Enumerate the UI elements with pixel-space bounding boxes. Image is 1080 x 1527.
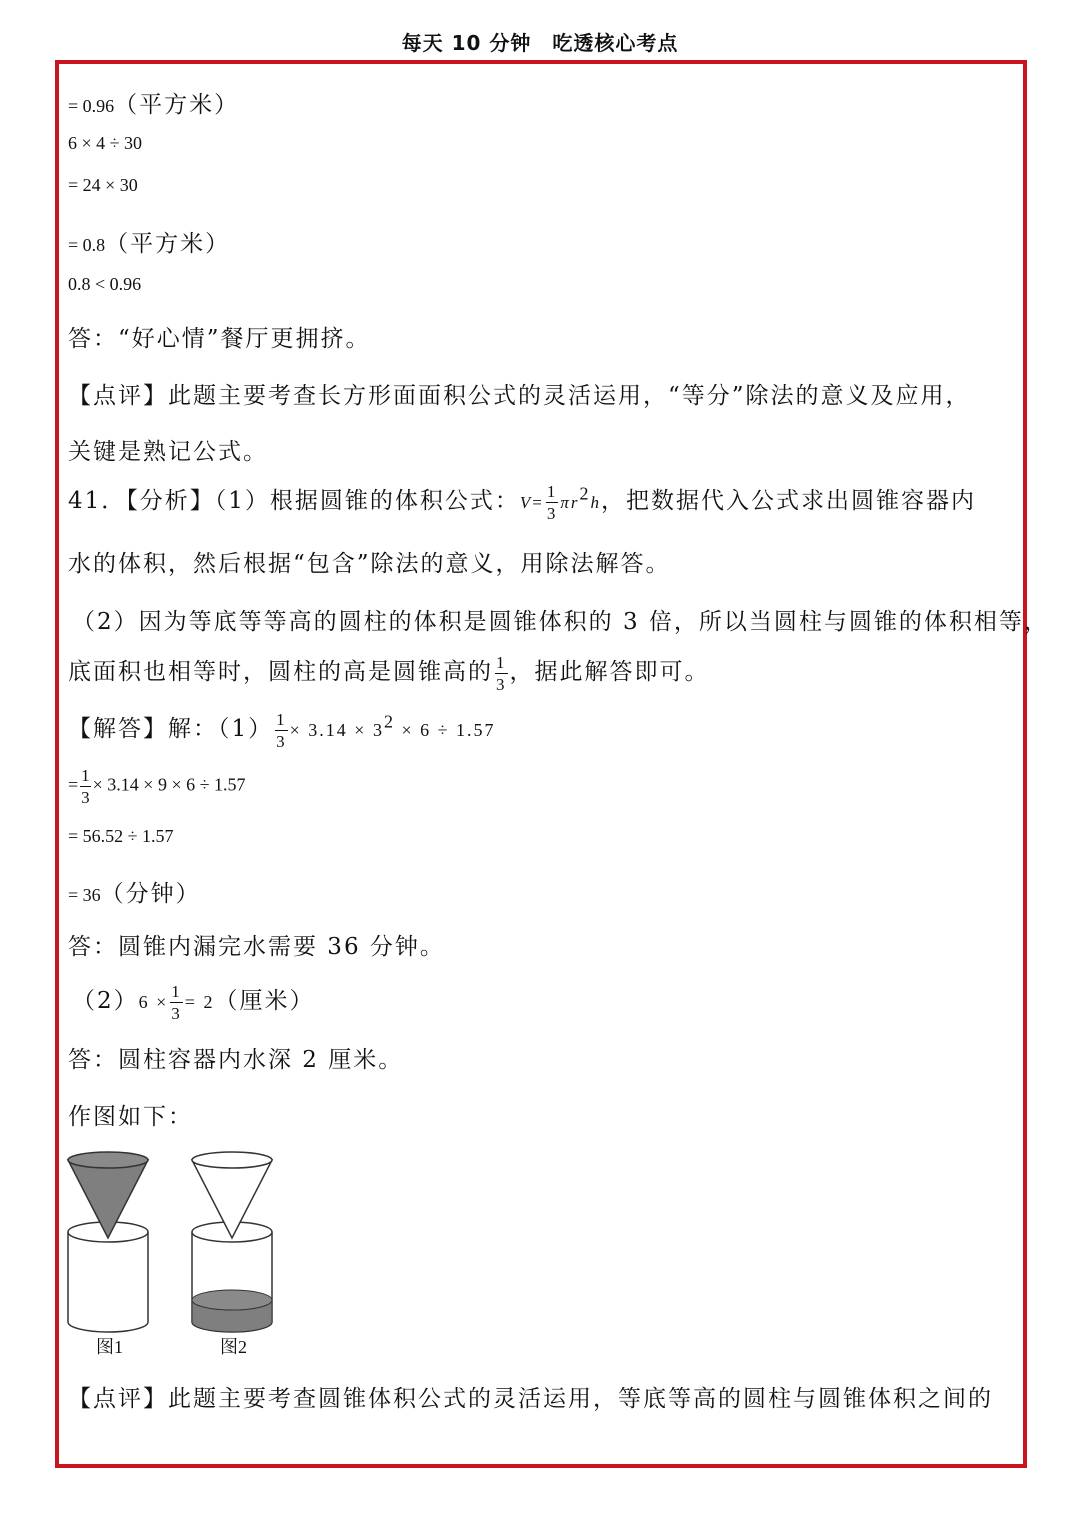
figure-1-label: 图1 [96,1337,123,1357]
math-expr: × 3.14 × 9 × 6 ÷ 1.57 [92,774,246,795]
cone-top [68,1152,148,1168]
analysis-text: 41．【分析】（1）根据圆锥的体积公式： [68,488,520,514]
answer-line-3: 答：圆柱容器内水深 2 厘米。 [68,1047,404,1073]
line-compare: 0.8 < 0.96 [68,274,142,294]
fraction-num: 1 [546,481,558,501]
part-label: （2） [72,988,139,1014]
unit-text: （分钟） [100,881,201,906]
analysis-text: 底面积也相等时，圆柱的高是圆锥高的 [68,659,493,685]
fraction-num: 1 [81,766,90,785]
fraction-den: 3 [496,674,507,694]
math-expr: = 0.8 [68,235,106,255]
solution-line-5 [72,982,314,1022]
formula-v: V [519,493,533,512]
figures-svg [62,1150,302,1350]
figure-1 [68,1152,148,1332]
math-expr: 6 × [138,992,169,1012]
solution-label: 【解答】解：（1） [68,716,274,742]
answer-line-1: 答：“好心情”餐厅更拥挤。 [68,326,371,352]
math-eq: = [68,774,79,795]
line-calc-3: = 24 × 30 [68,175,138,195]
analysis-line-2: 水的体积，然后根据“包含”除法的意义，用除法解答。 [68,551,671,577]
answer-line-2: 答：圆锥内漏完水需要 36 分钟。 [68,934,445,960]
solution-line-3: = 56.52 ÷ 1.57 [68,826,174,846]
formula-eq: = [532,493,544,512]
analysis-line-3: （2）因为等底等等高的圆柱的体积是圆锥体积的 3 倍，所以当圆柱与圆锥的体积相等， [72,609,1049,635]
fraction [275,711,288,750]
cone-cylinder-figures [62,1150,302,1357]
water-surface [192,1290,272,1310]
analysis-text: ，据此解答即可。 [509,659,710,685]
fraction-den: 3 [81,788,90,807]
fraction-num: 1 [276,709,287,729]
fraction-num: 1 [171,981,182,1001]
line-area-2 [68,225,230,258]
drawing-intro: 作图如下： [68,1104,193,1130]
math-expr: = 36 [68,885,101,905]
figure-2 [192,1152,272,1332]
review-line-1: 【点评】此题主要考查长方形面面积公式的灵活运用，“等分”除法的意义及应用， [68,383,971,409]
solution-line-2 [68,767,246,806]
solution-line-1 [68,710,495,750]
math-expr: = 2 [184,992,215,1012]
analysis-text: ，把数据代入公式求出圆锥容器内 [601,488,977,514]
fraction-den: 3 [171,1003,182,1023]
fraction-den: 3 [276,731,287,751]
formula-pi-r: πr [560,493,580,512]
unit-text: （平方米） [114,92,240,117]
fraction [80,767,91,806]
page-header: 每天 10 分钟 吃透核心考点 [401,31,679,55]
exponent: 2 [383,711,395,732]
unit-text: （厘米） [214,988,315,1014]
math-expr: × 3.14 × 3 [289,720,384,740]
fraction-den: 3 [546,503,558,523]
cone-top [192,1152,272,1168]
review-line-2: 关键是熟记公式。 [68,439,268,465]
formula-h: h [590,493,602,512]
math-expr: × 6 ÷ 1.57 [394,720,496,740]
analysis-line-4 [68,653,710,693]
fraction [546,483,559,522]
math-expr: = 0.96 [68,96,115,116]
line-area-1 [68,86,239,119]
figure-2-label: 图2 [220,1337,247,1357]
fraction [495,654,508,693]
solution-line-4 [68,875,201,908]
line-calc-2: 6 × 4 ÷ 30 [68,133,143,153]
review-line-3: 【点评】此题主要考查圆锥体积公式的灵活运用，等底等高的圆柱与圆锥体积之间的 [68,1386,993,1412]
unit-text: （平方米） [105,231,231,256]
formula-sq: 2 [579,483,591,504]
fraction [170,983,183,1022]
fraction-num: 1 [496,652,507,672]
cylinder-body [68,1232,148,1332]
analysis-line-1 [68,482,976,522]
